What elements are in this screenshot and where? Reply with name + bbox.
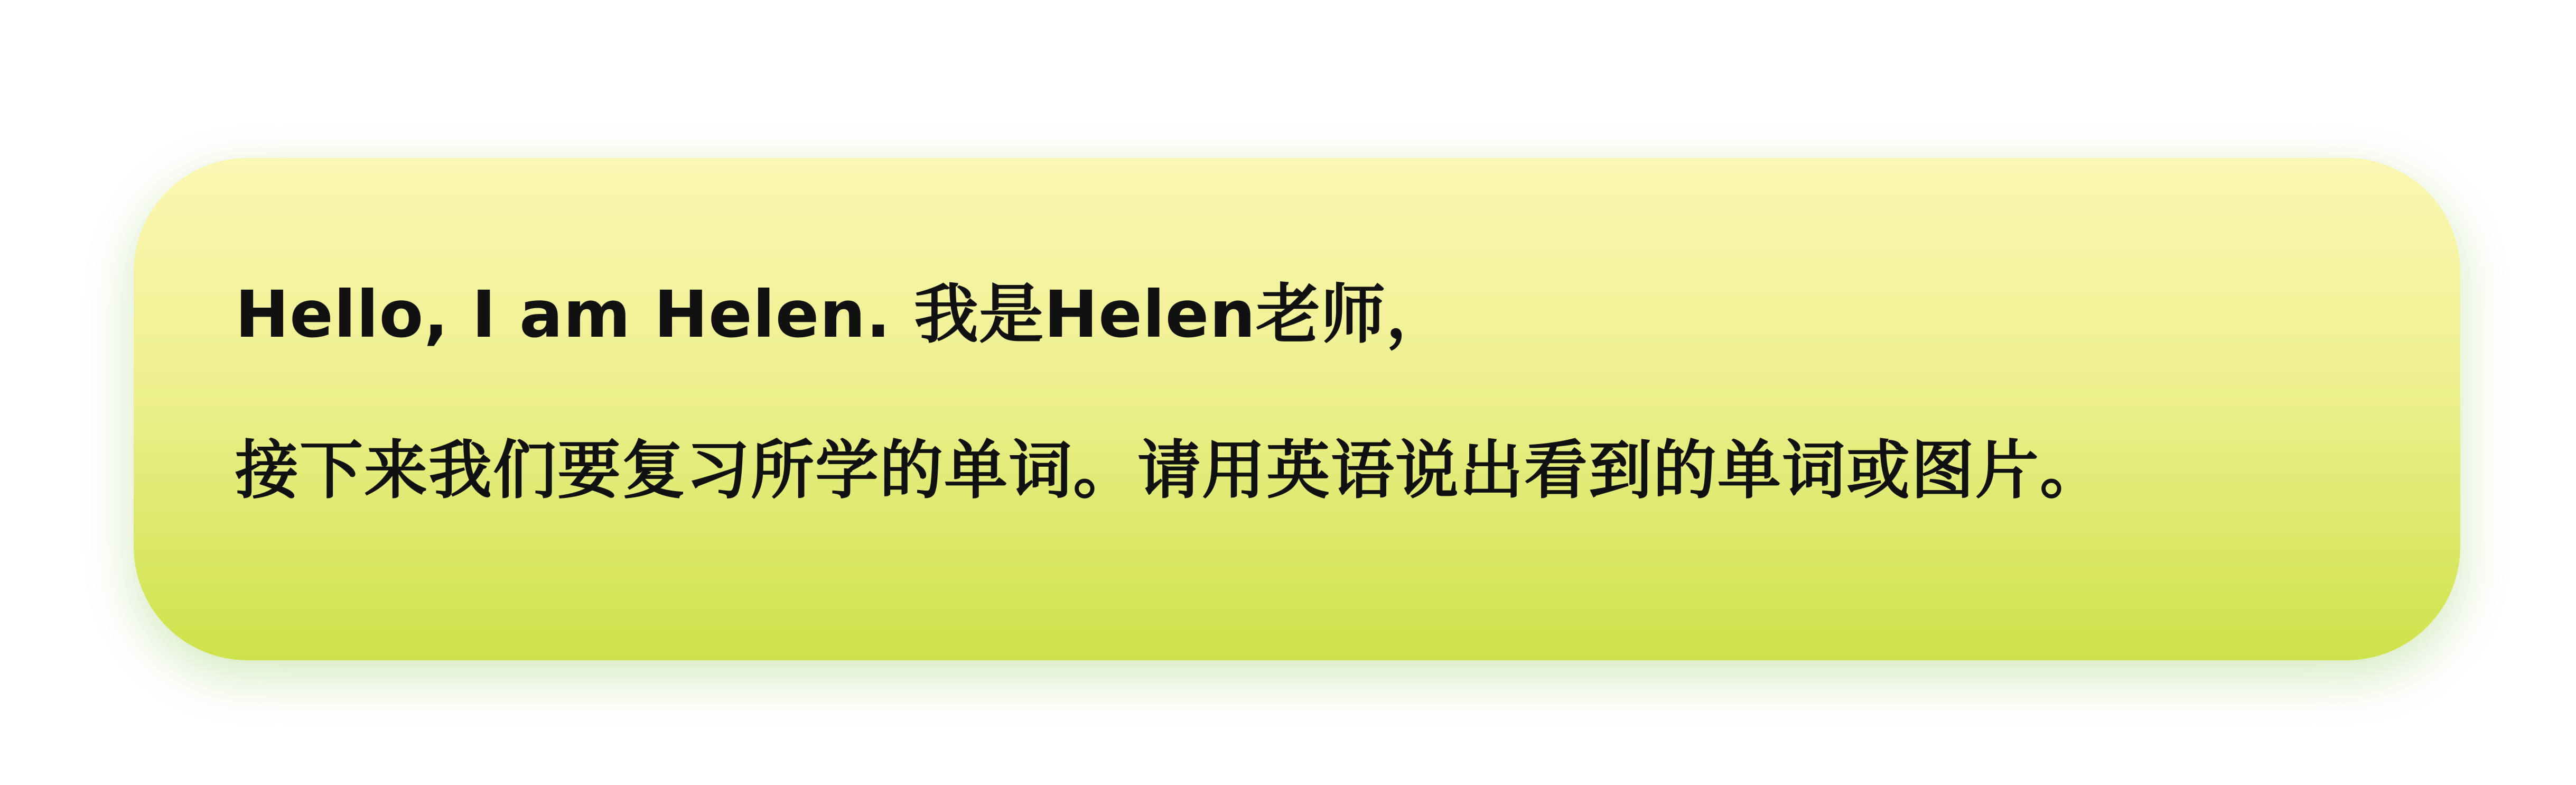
instruction-line: 接下来我们要复习所学的单词。请用英语说出看到的单词或图片。 — [235, 434, 2104, 507]
message-bubble — [134, 158, 2460, 660]
greeting-line: Hello, I am Helen. 我是Helen老师， — [235, 277, 1451, 352]
teacher-message — [235, 277, 2397, 507]
